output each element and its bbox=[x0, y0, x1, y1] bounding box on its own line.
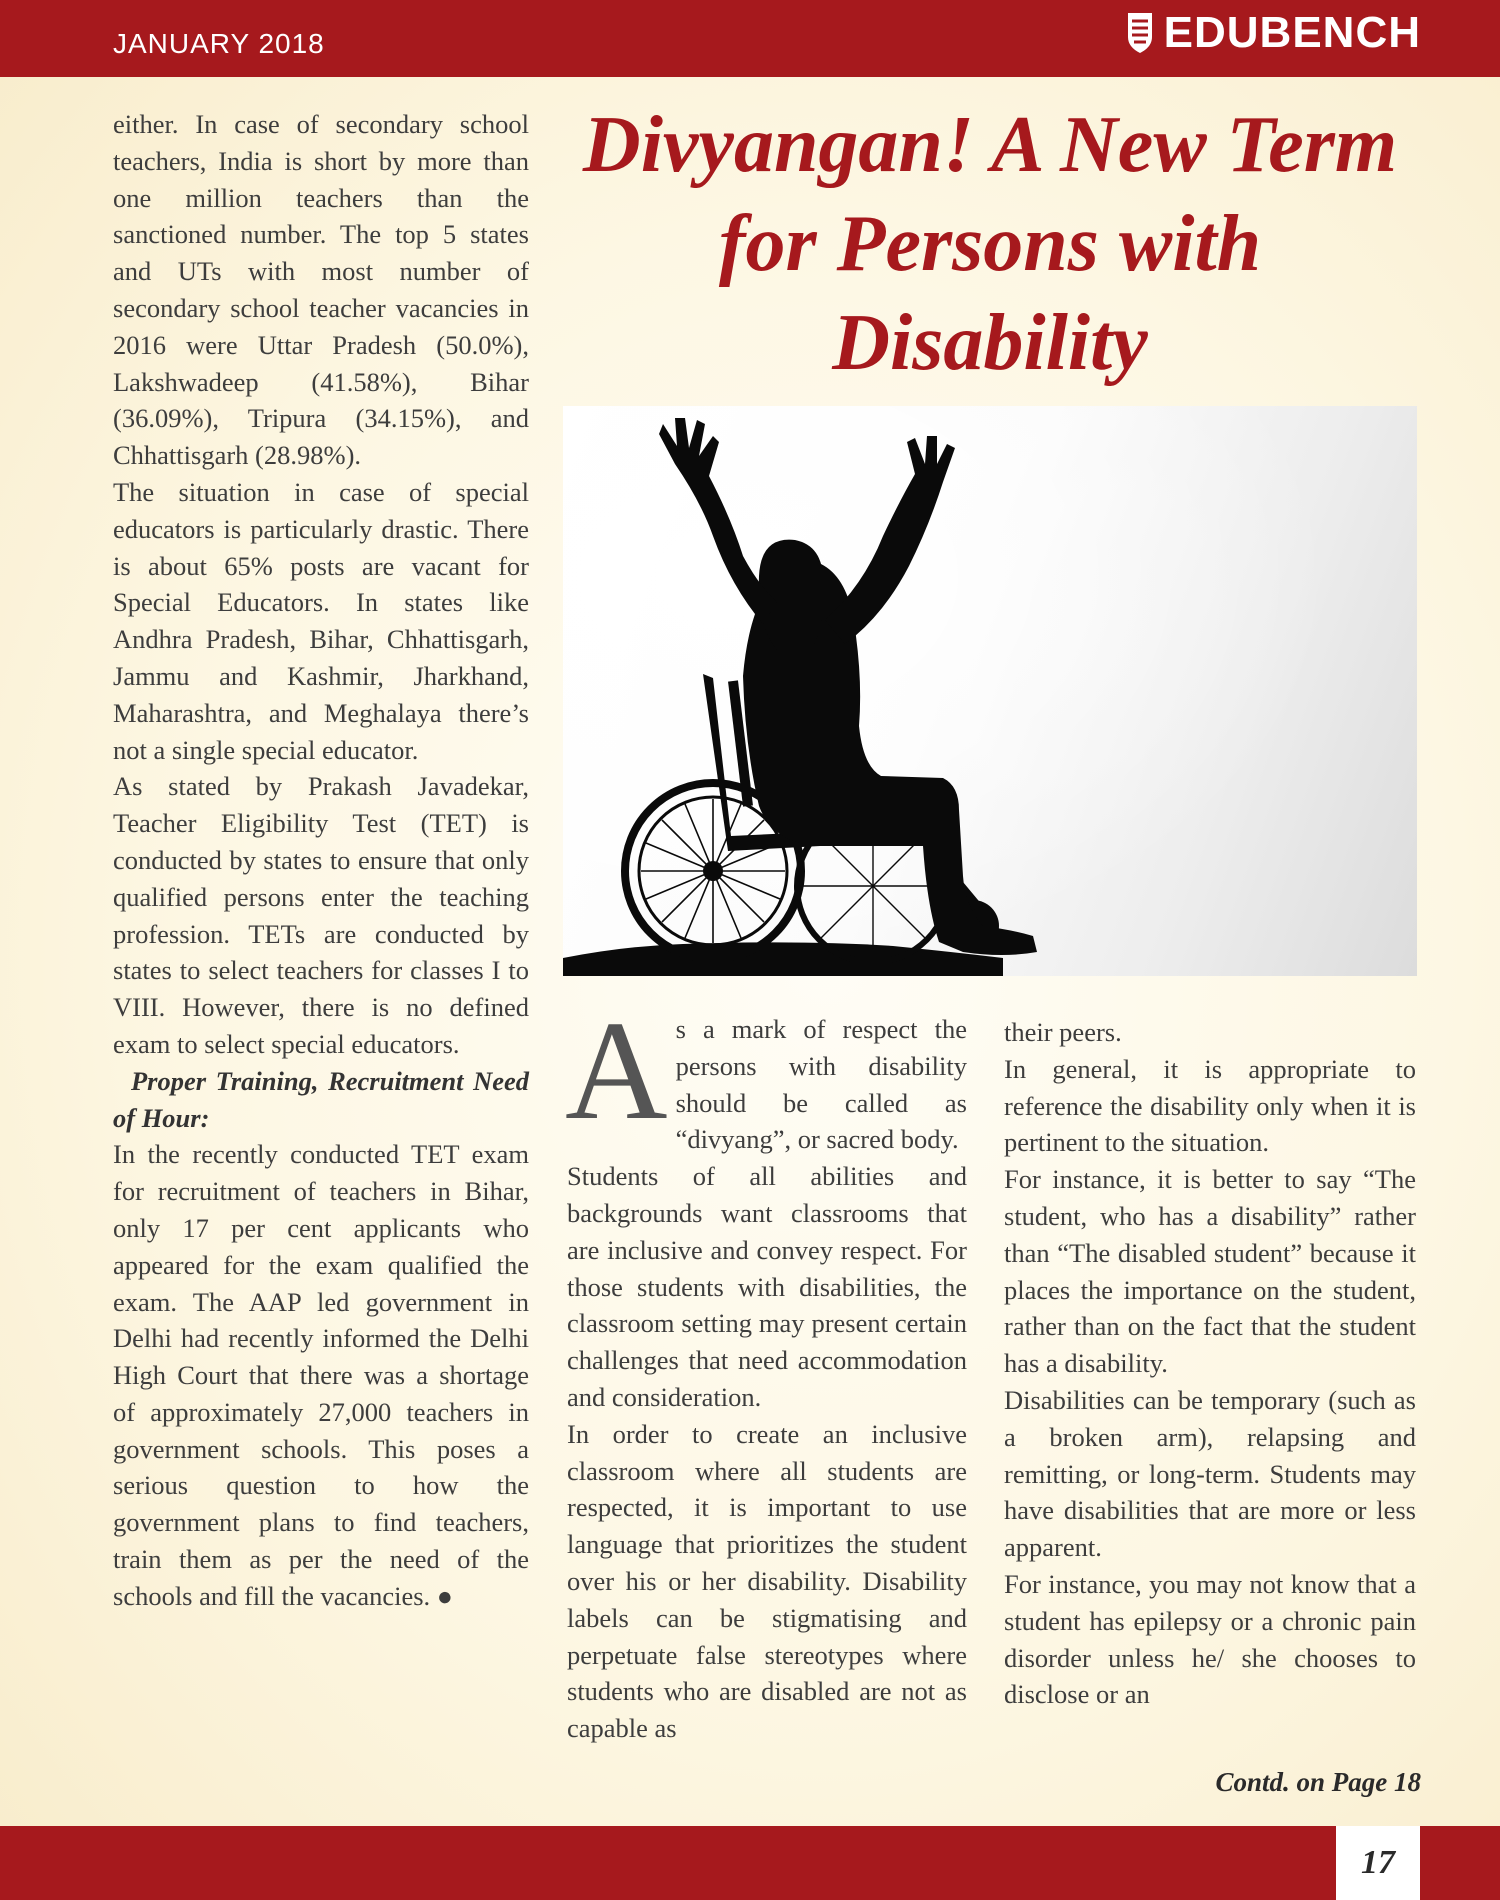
left-paragraph-3: As stated by Prakash Javadekar, Teacher Eligibility Test (TET) is conducted by states to ensure that only qualified persons enter the teaching profession. TETs are conducted by states to select teachers for classes I to VIII. However, there is no defined exam to select special educators. bbox=[113, 771, 529, 1059]
page-number: 17 bbox=[1336, 1826, 1420, 1900]
right-paragraph-5: For instance, you may not know that a student has epilepsy or a chronic pain disorder unless he/ she chooses to disclose or an bbox=[1004, 1568, 1416, 1710]
right-paragraph-1: their peers. bbox=[1004, 1017, 1122, 1047]
left-paragraph-2: The situation in case of special educators is particularly drastic. There is about 65% posts are vacant for Special Educators. In states like Andhra Pradesh, Bihar, Chhattisgarh, Jammu and Kashmir, Jharkhand, Maharashtra, and Meghalaya there’s not a single special educator. bbox=[113, 476, 529, 765]
brand-logo bbox=[1124, 8, 1421, 58]
middle-paragraph-3: In order to create an inclusive classroom where all students are respected, it is important to use language that prioritizes the student over his or her disability. Disability labels can be stigmatising and perpetuate false stereotypes where students who are disabled are not as capable as bbox=[567, 1418, 967, 1744]
article-photo bbox=[563, 406, 1417, 976]
middle-paragraph-2: Students of all abilities and backgrounds want classrooms that are inclusive and convey respect. For those students with disabilities, the classroom setting may present certain challenges that need accommodation and consideration. bbox=[567, 1161, 967, 1412]
drop-cap: A bbox=[565, 991, 668, 1149]
middle-paragraph-1 bbox=[565, 991, 967, 1158]
top-header-bar bbox=[0, 0, 1500, 77]
right-paragraph-3: For instance, it is better to say “The student, who has a disability” rather than “The disabled student” because it places the importance on the student, rather than on the fact that the student has a disability. bbox=[1004, 1164, 1416, 1379]
section-subheading: Proper Training, Recruitment Need of Hour: bbox=[113, 1065, 529, 1133]
middle-column bbox=[565, 991, 967, 1747]
right-paragraph-4: Disabilities can be temporary (such as a broken arm), relapsing and remitting, or long-term. Students may have disabilities that are more or less apparent. bbox=[1004, 1384, 1416, 1563]
brand-name: EDUBENCH bbox=[1163, 8, 1421, 57]
left-paragraph-1: either. In case of secondary school teachers, India is short by more than one million teachers than the sanctioned number. The top 5 states and UTs with most number of secondary school teacher vacancies in 2016 were Uttar Pradesh (50.0%), Lakshwadeep (41.58%), Bihar (36.09%), Tripura (34.15%), and Chhattisgarh (28.98%). bbox=[113, 109, 529, 471]
issue-date: JANUARY 2018 bbox=[113, 28, 325, 59]
bottom-footer-bar bbox=[0, 1826, 1500, 1900]
left-paragraph-4: In the recently conducted TET exam for recruitment of teachers in Bihar, only 17 per cent applicants who appeared for the exam qualified the exam. The AAP led government in Delhi had recently informed the Delhi High Court that there was a shortage of approximately 27,000 teachers in government schools. This poses a serious question to how the government plans to find teachers, train them as per the need of the schools and fill the vacancies. ● bbox=[113, 1139, 529, 1611]
right-paragraph-2: In general, it is appropriate to reference the disability only when it is pertinent to the situation. bbox=[1004, 1053, 1416, 1158]
left-column bbox=[113, 106, 529, 1615]
wheelchair-silhouette-icon bbox=[563, 406, 1417, 976]
right-column bbox=[1004, 1014, 1416, 1713]
middle-paragraph-1-text: s a mark of respect the persons with disability should be called as “divyang”, or sacred body. bbox=[675, 1014, 967, 1155]
article-headline: Divyangan! A New Term for Persons with Disability bbox=[582, 101, 1398, 387]
continued-notice: Contd. on Page 18 bbox=[1215, 1767, 1421, 1797]
shield-logo-icon bbox=[1124, 11, 1156, 55]
